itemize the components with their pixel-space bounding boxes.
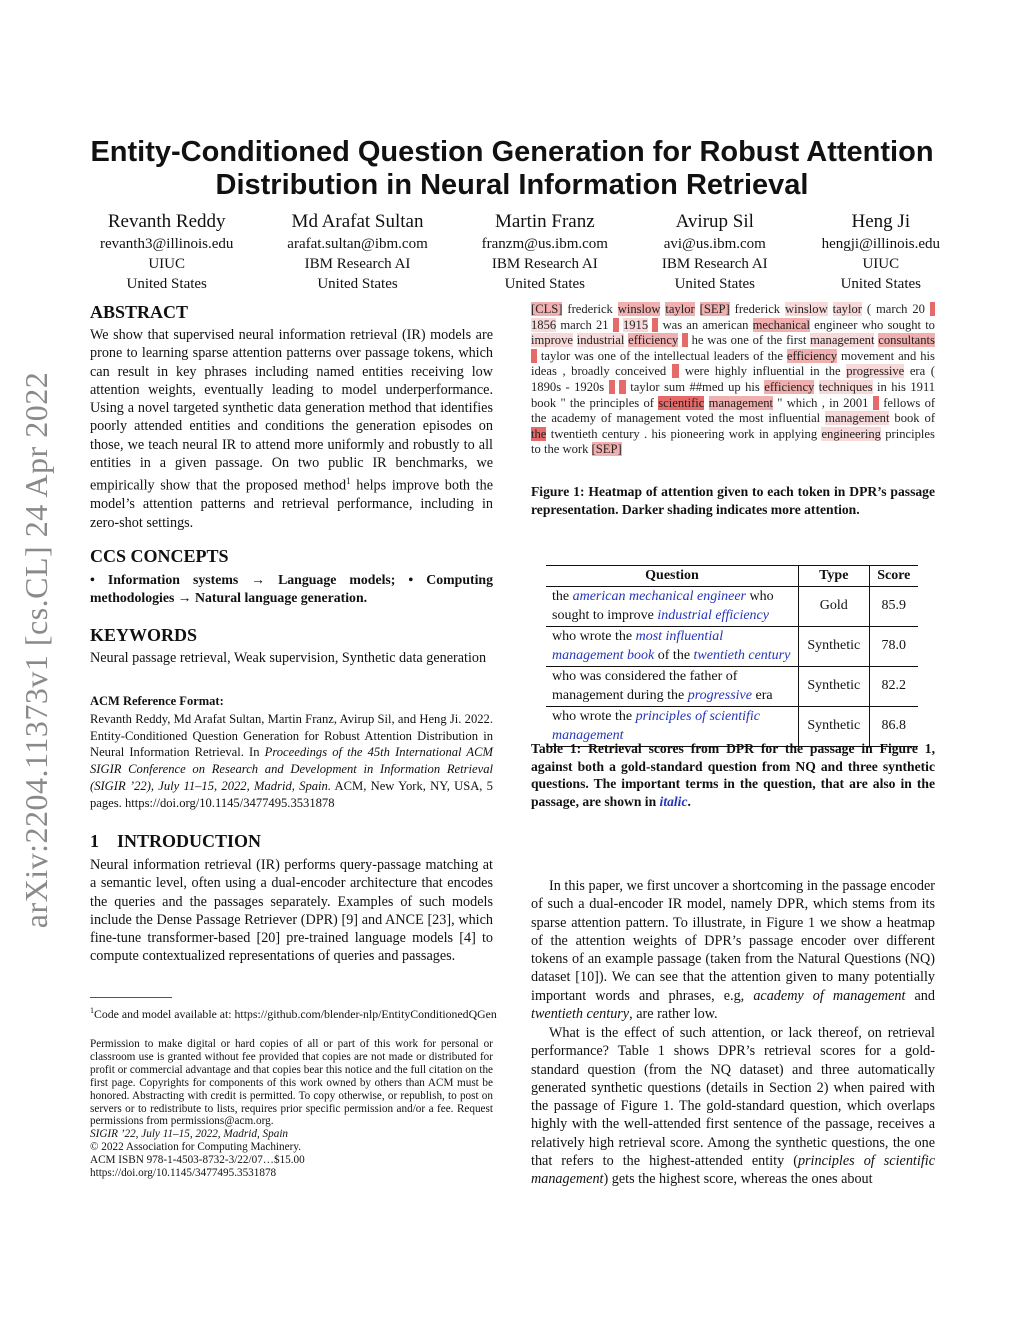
heatmap-token: industrial xyxy=(576,333,625,348)
table-row xyxy=(546,587,918,627)
heatmap-token: ( xyxy=(930,364,935,379)
heatmap-token: to xyxy=(531,442,541,457)
heatmap-token: in xyxy=(758,426,769,441)
heatmap-token: ( xyxy=(866,302,872,316)
section-title: INTRODUCTION xyxy=(117,831,262,851)
arxiv-identifier: arXiv:2204.11373v1 [cs.CL] 24 Apr 2022 xyxy=(18,371,54,929)
author-country: United States xyxy=(504,276,585,292)
heatmap-token: principles xyxy=(885,426,935,441)
heatmap-token: ideas xyxy=(531,364,557,379)
permission-text: Permission to make digital or hard copies of all or part of this work for personal or classroom use is granted without fee provided that copies are not made or distributed for profit or commercial advantage and that copies bear this notice and the full citation on the first page. Copyrights for components of this work owned by others than ACM must be honored. Abstracting with credit is permitted. To copy otherwise, or republish, to post on servers or to redistribute to lists, requires prior specific permission and/or a fee. Request permissions from permissions@acm.org. xyxy=(90,1038,493,1128)
heatmap-token: . xyxy=(644,426,648,441)
author-name: Heng Ji xyxy=(851,211,911,232)
question-entity: american mechanical engineer xyxy=(572,589,746,604)
figure1-caption: Figure 1: Heatmap of attention given to each token in DPR’s passage representation. Darker shading indicates more attention. xyxy=(531,484,935,517)
abstract-heading: ABSTRACT xyxy=(90,302,189,322)
question-cell xyxy=(546,587,799,627)
author-country: United States xyxy=(840,276,921,292)
heatmap-token: of xyxy=(601,411,612,426)
p2-italic: principles of scientific management xyxy=(531,1153,935,1188)
heatmap-token: 21 xyxy=(595,317,609,332)
author-affiliation: IBM Research AI xyxy=(491,256,598,272)
question-entity: twentieth century xyxy=(693,647,791,663)
author-name: Revanth Reddy xyxy=(107,211,226,232)
heatmap-token: movement xyxy=(840,348,895,363)
heatmap-token: management xyxy=(616,411,681,426)
heatmap-token: the xyxy=(825,364,841,379)
heatmap-token: who xyxy=(861,317,884,332)
heatmap-token: scientific xyxy=(658,395,705,410)
heatmap-token: in xyxy=(809,364,820,379)
heatmap-token: conceived xyxy=(615,364,667,379)
heatmap-token: 20 xyxy=(912,302,925,316)
heatmap-token: of xyxy=(753,348,764,363)
author-affiliation: UIUC xyxy=(862,256,900,272)
title-line-1: Entity-Conditioned Question Generation for Robust Attention xyxy=(90,136,934,168)
heatmap-token: the xyxy=(531,426,547,441)
col-question: Question xyxy=(546,566,799,587)
type-cell: Gold xyxy=(799,587,870,627)
intro-paragraph: Neural information retrieval (IR) performs query-passage matching at a semantic level, often using a dual-encoder architecture that encodes the queries and the passages separately. Examples of such models include the Dense Passage Retriever (DPR) [9] and ANCE [23], which fine-tune transformer-based [20] pre-trained language models [4] to compute contextualized representations of queries and passages. xyxy=(90,857,493,965)
keywords-heading: KEYWORDS xyxy=(90,625,198,645)
question-text: who wrote the xyxy=(552,709,636,724)
heatmap-token: twentieth xyxy=(550,426,598,441)
question-text: the xyxy=(552,589,573,604)
heatmap-token: in xyxy=(829,395,839,410)
heatmap-token: voted xyxy=(685,411,714,426)
author-affiliation: IBM Research AI xyxy=(661,256,768,272)
score-cell: 78.0 xyxy=(881,638,907,654)
heatmap-token: the xyxy=(766,333,783,348)
question-text: who was considered the father of management during the xyxy=(552,669,738,703)
acm-reference xyxy=(90,711,493,811)
heatmap-token xyxy=(531,349,537,363)
p1-italic-1: academy of management xyxy=(753,987,906,1004)
heatmap-token: his xyxy=(651,426,667,441)
section-number: 1 xyxy=(90,831,99,851)
author-email: arafat.sultan@ibm.com xyxy=(287,236,428,252)
heatmap-token: frederick xyxy=(567,302,613,316)
heatmap-token: of xyxy=(643,395,654,410)
question-entity: progressive xyxy=(687,687,752,703)
ccs-heading: CCS CONCEPTS xyxy=(90,546,229,566)
heatmap-token: of xyxy=(619,348,631,363)
footnote-marker: 1 xyxy=(346,476,351,487)
heatmap-token: leaders xyxy=(713,348,750,363)
copyright-line: © 2022 Association for Computing Machinery. xyxy=(90,1141,301,1154)
keywords-text: Neural passage retrieval, Weak supervision, Synthetic data generation xyxy=(90,650,487,666)
heatmap-token: frederick xyxy=(734,302,781,316)
heatmap-token: an xyxy=(686,317,699,332)
author-affiliation: IBM Research AI xyxy=(304,256,411,272)
score-cell: 86.8 xyxy=(881,718,907,734)
heatmap-token: 1890s xyxy=(531,379,562,394)
table-row xyxy=(546,627,918,667)
heatmap-token: book xyxy=(531,395,557,410)
heatmap-token: and xyxy=(898,348,917,363)
author-block xyxy=(822,210,940,294)
heatmap-token: the xyxy=(569,395,586,410)
heatmap-token: century xyxy=(601,426,640,441)
author-email: revanth3@illinois.edu xyxy=(100,236,234,252)
heatmap-token: highly xyxy=(714,364,748,379)
heatmap-token: the xyxy=(543,442,560,457)
question-text: who sought to improve xyxy=(552,589,774,623)
footnote-rule xyxy=(90,997,172,998)
heatmap-token: taylor xyxy=(630,379,660,394)
heatmap-token: to xyxy=(925,317,935,332)
score-cell: 85.9 xyxy=(881,598,907,614)
heatmap-token: improve xyxy=(531,333,573,348)
heatmap-token: winslow xyxy=(617,302,661,316)
heatmap-token xyxy=(682,333,688,347)
heatmap-token xyxy=(873,396,879,410)
table1-caption-end: . xyxy=(687,793,691,809)
intro-paragraph-2 xyxy=(531,877,935,1023)
question-cell xyxy=(546,667,799,707)
heatmap-token: sought xyxy=(887,317,922,332)
heatmap-token: book xyxy=(894,411,920,426)
heatmap-token: techniques xyxy=(818,379,873,394)
heatmap-token: management xyxy=(708,395,774,410)
heatmap-token: in xyxy=(877,379,887,394)
footnote-number: 1 xyxy=(90,1006,94,1015)
heatmap-token: consultants xyxy=(878,333,935,348)
ccs-concepts: • Information systems → Language models; • Computing methodologies → Natural language generation. xyxy=(90,572,493,606)
heatmap-token: of xyxy=(924,411,936,426)
heatmap-token xyxy=(619,380,625,394)
author-name: Avirup Sil xyxy=(675,211,754,232)
heatmap-token: one xyxy=(730,333,749,348)
heatmap-token: - xyxy=(565,379,570,394)
conference-line: SIGIR ’22, July 11–15, 2022, Madrid, Spain xyxy=(90,1128,289,1141)
heatmap-token: winslow xyxy=(785,302,828,316)
heatmap-token: was xyxy=(707,333,727,348)
heatmap-token: of xyxy=(752,333,764,348)
question-entity: most influential management book xyxy=(552,629,724,663)
abstract-body: We show that supervised neural information retrieval (IR) models are prone to learning sparse attention patterns over passage tokens, which can result in key phrases including named entities receiving low attention weights, eventually leading to model underperformance. Using a novel targeted synthetic data generation method that identifies poorly attended entities and conditions the generation episodes on those, we teach neural IR to attend more uniformly and robustly to all entities in a given passage. On two public IR benchmarks, we empirically show that the proposed method xyxy=(90,327,493,495)
heatmap-token: " xyxy=(560,395,566,410)
heatmap-token: were xyxy=(684,364,710,379)
heatmap-token: " xyxy=(777,395,783,410)
heatmap-token: [SEP] xyxy=(591,442,622,457)
heatmap-token: efficiency xyxy=(764,379,815,394)
p1-part-a: In this paper, we first uncover a shortcoming in the passage encoder of such a dual-encoder IR model, namely DPR, which stems from its sparse attention pattern. To illustrate, in Figure 1 we show a heatmap of the attention weights of DPR’s passage encoder over different tokens of an example passage (taken from the Natural Questions (NQ) dataset [10]). We can see that the attention given to many potentially important words and phrases, e.g, xyxy=(531,878,935,1004)
heatmap-token: sum xyxy=(664,379,686,394)
p1-italic-2: twentieth century xyxy=(531,1006,630,1023)
heatmap-token: taylor xyxy=(540,348,571,363)
score-cell: 82.2 xyxy=(881,678,907,694)
author-block xyxy=(482,210,608,294)
heatmap-token: efficiency xyxy=(786,348,838,363)
abstract-text xyxy=(90,326,493,532)
heatmap-token: broadly xyxy=(571,364,610,379)
heatmap-token: the xyxy=(634,348,650,363)
retrieval-table xyxy=(546,565,918,747)
heatmap-token xyxy=(613,318,619,332)
heatmap-token xyxy=(609,380,615,394)
isbn-line: ACM ISBN 978-1-4503-8732-3/22/07…$15.00 xyxy=(90,1154,305,1167)
author-block xyxy=(100,210,233,294)
heatmap-token: , xyxy=(821,395,825,410)
col-type: Type xyxy=(799,566,870,587)
acm-ref-venue: Proceedings of the 45th International ACM SIGIR Conference on Research and Development in Information Retrieval (SIGIR ’22), July 11–15, 2022, Madrid, Spain. xyxy=(90,745,493,793)
abstract-body-end: helps improve both the model’s attention patterns and retrieval performance, including in zero-shot settings. xyxy=(90,478,493,531)
author-country: United States xyxy=(674,276,755,292)
heatmap-token: of xyxy=(924,395,936,410)
heatmap-token: progressive xyxy=(846,364,905,379)
heatmap-token: principles xyxy=(589,395,640,410)
heatmap-token: management xyxy=(825,411,890,426)
heatmap-token: mechanical xyxy=(752,317,810,332)
heatmap-token: his xyxy=(891,379,906,394)
heatmap-token: influential xyxy=(768,411,821,426)
table1 xyxy=(546,565,918,747)
table-row xyxy=(546,667,918,707)
heatmap-token: one xyxy=(597,348,616,363)
heatmap-token: ##med xyxy=(689,379,724,394)
table-body xyxy=(546,587,918,747)
heatmap-token: fellows xyxy=(883,395,921,410)
author-block xyxy=(287,210,427,294)
heatmap-token: march xyxy=(876,302,908,316)
attention-heatmap xyxy=(531,302,935,458)
heatmap-token: pioneering xyxy=(670,426,725,441)
heatmap-token: efficiency xyxy=(628,333,679,348)
p1-part-c: , are rather low. xyxy=(629,1006,718,1023)
heatmap-token: 1911 xyxy=(910,379,936,394)
heatmap-token: was xyxy=(574,348,594,363)
heatmap-token xyxy=(652,318,658,332)
heatmap-token: , xyxy=(562,364,566,379)
heatmap-token: the xyxy=(767,348,783,363)
type-cell: Synthetic xyxy=(799,667,870,707)
heatmap-token: the xyxy=(531,411,547,426)
heatmap-token: work xyxy=(728,426,755,441)
heatmap-token: academy xyxy=(551,411,597,426)
paper-title xyxy=(60,136,964,202)
author-list xyxy=(100,210,940,294)
heatmap-token: american xyxy=(702,317,749,332)
question-cell xyxy=(546,627,799,667)
heatmap-token: his xyxy=(745,379,760,394)
author-email: hengji@illinois.edu xyxy=(821,236,940,252)
p2-part-b: ) gets the highest score, whereas the ones about xyxy=(603,1171,873,1188)
table1-caption xyxy=(531,740,935,810)
heatmap-token: engineer xyxy=(814,317,858,332)
heatmap-token: up xyxy=(728,379,741,394)
permission-block xyxy=(90,1038,493,1180)
heatmap-token: era xyxy=(909,364,926,379)
author-name: Martin Franz xyxy=(494,211,595,232)
heatmap-token: first xyxy=(786,333,807,348)
heatmap-token: [CLS] xyxy=(531,302,563,316)
heatmap-token: taylor xyxy=(665,302,695,316)
heatmap-token: taylor xyxy=(832,302,862,316)
footnote-text: Code and model available at: https://github.com/blender-nlp/EntityConditionedQGen xyxy=(94,1006,497,1021)
intro-heading xyxy=(90,830,261,852)
heatmap-token: was xyxy=(662,317,683,332)
heatmap-token: intellectual xyxy=(653,348,710,363)
intro-paragraph-3 xyxy=(531,1024,935,1189)
table1-caption-italic: italic xyxy=(659,793,688,809)
heatmap-token: 1856 xyxy=(531,317,557,332)
heatmap-token: 2001 xyxy=(843,395,869,410)
heatmap-token: engineering xyxy=(821,426,881,441)
heatmap-token: which xyxy=(786,395,818,410)
author-name: Md Arafat Sultan xyxy=(291,211,424,232)
table1-caption-text: Table 1: Retrieval scores from DPR for the passage in Figure 1, against both a gold-standard question from NQ and three synthetic questions. The important terms in the question, that are also in the passage, are shown in xyxy=(531,741,935,809)
heatmap-token: most xyxy=(738,411,764,426)
author-email: franzm@us.ibm.com xyxy=(481,236,608,252)
heatmap-token: work xyxy=(562,442,589,457)
heatmap-token: he xyxy=(691,333,704,348)
author-affiliation: UIUC xyxy=(148,256,186,272)
author-country: United States xyxy=(317,276,398,292)
p2-part-a: What is the effect of such attention, or lack thereof, on retrieval performance? Table 1 shows DPR’s retrieval scores for a gold-standard question (from the NQ dataset) and three automatically generated synthetic questions (details in Section 2) when paired with the passage of Figure 1. The gold-standard question, which overlaps highly with the well-attended first sentence of the passage, receives a relatively high retrieval score. Among the synthetic questions, the one that refers to the highest-attended entity ( xyxy=(531,1025,935,1170)
heatmap-token: 1920s xyxy=(574,379,605,394)
question-entity: principles of scientific management xyxy=(552,709,761,743)
col-score: Score xyxy=(877,568,911,583)
acm-ref-part1: Revanth Reddy, Md Arafat Sultan, Martin Franz, Avirup Sil, and Heng Ji. 2022. Entity-Conditioned Question Generation for Robust Attention Distribution in Neural Information Retrieval. In xyxy=(90,712,493,760)
doi-line: https://doi.org/10.1145/3477495.3531878 xyxy=(90,1167,277,1180)
acm-ref-heading: ACM Reference Format: xyxy=(90,694,224,708)
question-text: era xyxy=(751,687,773,703)
acm-ref-part2: ACM, New York, NY, USA, 5 pages. https://doi.org/10.1145/3477495.3531878 xyxy=(90,778,493,810)
heatmap-token: march xyxy=(560,317,592,332)
question-text: of the xyxy=(654,647,694,663)
author-block xyxy=(662,210,768,294)
heatmap-token: the xyxy=(718,411,735,426)
author-country: United States xyxy=(126,276,207,292)
question-text: who wrote the xyxy=(552,629,636,644)
heatmap-token: applying xyxy=(773,426,818,441)
heatmap-token: 1915 xyxy=(622,317,649,332)
question-entity: industrial efficiency xyxy=(657,607,769,623)
p1-part-b: and xyxy=(905,987,935,1004)
heatmap-token xyxy=(930,302,935,316)
footnote xyxy=(90,1003,500,1022)
heatmap-token: his xyxy=(920,348,935,363)
heatmap-token xyxy=(672,364,680,378)
heatmap-token: management xyxy=(810,333,875,348)
author-email: avi@us.ibm.com xyxy=(663,236,766,252)
type-cell: Synthetic xyxy=(799,707,870,747)
type-cell: Synthetic xyxy=(799,627,870,667)
heatmap-token: [SEP] xyxy=(699,302,730,316)
title-line-2: Distribution in Neural Information Retrieval xyxy=(215,169,809,201)
heatmap-token: influential xyxy=(752,364,805,379)
